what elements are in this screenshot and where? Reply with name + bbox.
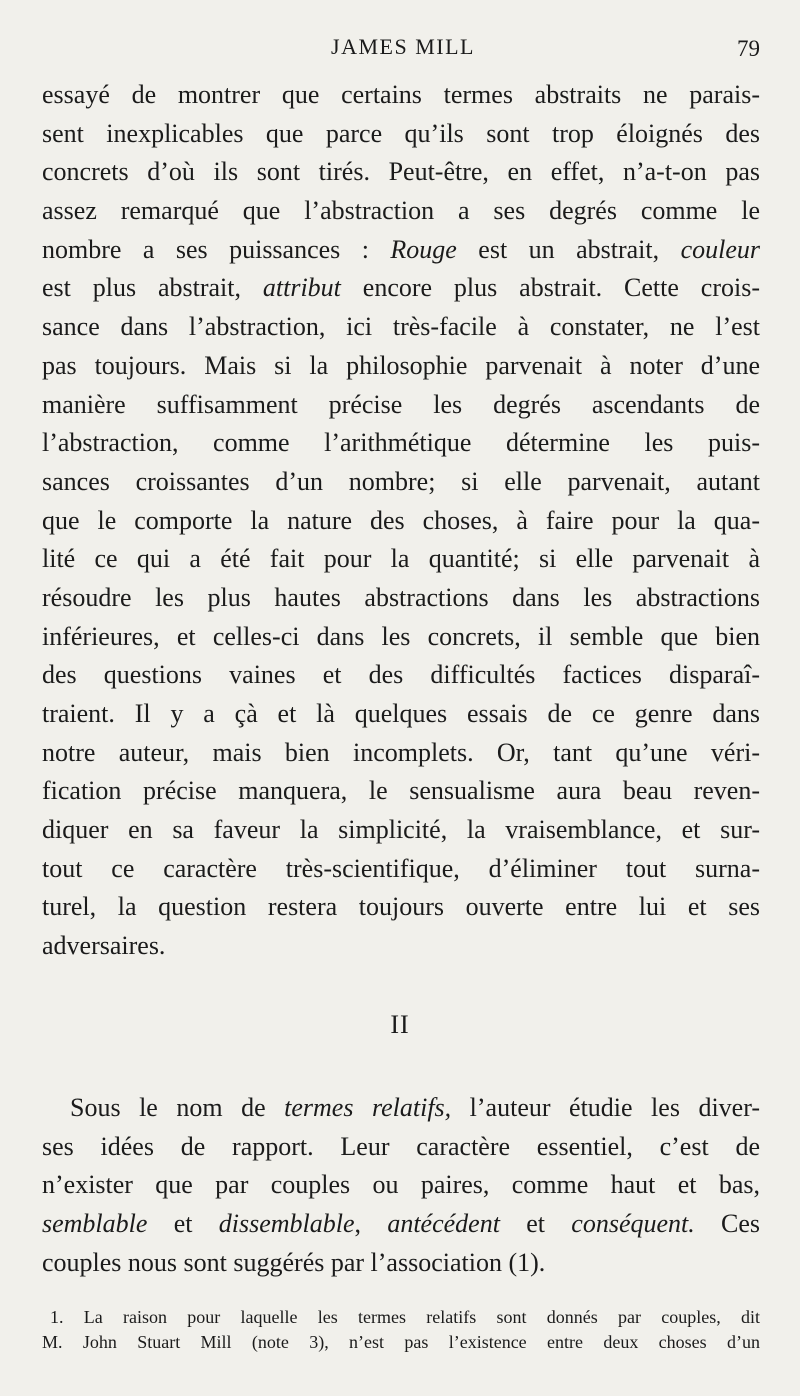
text-line: sances croissantes d’un nombre; si elle parvenait, autant [42, 466, 760, 496]
text-line: inférieures, et celles-ci dans les concrets, il semble que bien [42, 621, 760, 651]
text-line: 1. La raison pour laquelle les termes relatifs sont donnés par couples, dit [50, 1307, 760, 1327]
italic-term: Rouge [390, 234, 457, 264]
text-line: M. John Stuart Mill (note 3), n’est pas l’existence entre deux choses d’un [42, 1332, 760, 1352]
text-line: que le comporte la nature des choses, à faire pour la qua- [42, 505, 760, 535]
text-line: essayé de montrer que certains termes abstraits ne parais- [42, 80, 760, 109]
text-line: traient. Il y a çà et là quelques essais de ce genre dans [42, 699, 760, 728]
text-run: Ces [694, 1209, 761, 1239]
text-run: est un abstrait, [456, 234, 681, 264]
italic-term: conséquent. [571, 1209, 695, 1239]
paragraph-1 [42, 76, 760, 966]
text-line [42, 1089, 760, 1128]
text-line: concrets d’où ils sont tirés. Peut-être, en effet, n’a-t-on pas [42, 157, 760, 187]
text-line: l’abstraction, comme l’arithmétique détermine les puis- [42, 428, 760, 458]
text-run: nombre a ses puissances : [42, 234, 391, 264]
text-line: des questions vaines et des difficultés factices disparaî- [42, 660, 760, 690]
page-number: 79 [737, 36, 760, 61]
running-head [42, 34, 764, 70]
italic-term: attribut [262, 273, 341, 303]
text-line: résoudre les plus hautes abstractions dans les abstractions [42, 582, 760, 612]
section-heading: II [390, 1010, 410, 1039]
text-line: couples nous sont suggérés par l’association (1). [42, 1247, 546, 1277]
italic-term: semblable [42, 1209, 148, 1239]
running-title: JAMES MILL [331, 34, 475, 59]
text-run: encore plus abstrait. Cette crois- [340, 273, 760, 303]
text-line: pas toujours. Mais si la philosophie parvenait à noter d’une [42, 350, 760, 380]
text-line: tout ce caractère très-scientifique, d’éliminer tout surna- [42, 853, 760, 883]
italic-term: termes relatifs, [284, 1093, 452, 1122]
text-line [42, 269, 760, 308]
text-run: est plus abstrait, [42, 273, 263, 303]
footnote [42, 1305, 760, 1355]
text-line: sent inexplicables que parce qu’ils sont trop éloignés des [42, 118, 760, 148]
italic-term: couleur [680, 234, 760, 264]
text-line [42, 1205, 760, 1244]
text-line: adversaires. [42, 931, 166, 961]
text-run: , [354, 1209, 388, 1239]
text-line: turel, la question restera toujours ouverte entre lui et ses [42, 892, 760, 922]
text-line: lité ce qui a été fait pour la quantité; si elle parvenait à [42, 544, 760, 574]
text-line: ses idées de rapport. Leur caractère essentiel, c’est de [42, 1131, 760, 1161]
italic-term: antécédent [387, 1209, 500, 1239]
text-line: notre auteur, mais bien incomplets. Or, tant qu’une véri- [42, 737, 760, 767]
text-line [42, 231, 760, 270]
text-run: et [147, 1209, 219, 1239]
text-line: fication précise manquera, le sensualisme aura beau reven- [42, 776, 760, 806]
text-line: assez remarqué que l’abstraction a ses degrés comme le [42, 196, 760, 226]
text-run: et [499, 1209, 572, 1239]
text-line: diquer en sa faveur la simplicité, la vraisemblance, et sur- [42, 815, 760, 845]
italic-term: dissemblable [218, 1209, 355, 1239]
paragraph-2 [42, 1089, 760, 1282]
text-run: Sous le nom de [70, 1093, 285, 1122]
text-line: n’exister que par couples ou paires, comme haut et bas, [42, 1170, 760, 1200]
text-line: manière suffisamment précise les degrés ascendants de [42, 389, 760, 419]
text-line: sance dans l’abstraction, ici très-facile à constater, ne l’est [42, 312, 760, 342]
text-run: l’auteur étudie les diver- [451, 1093, 761, 1122]
